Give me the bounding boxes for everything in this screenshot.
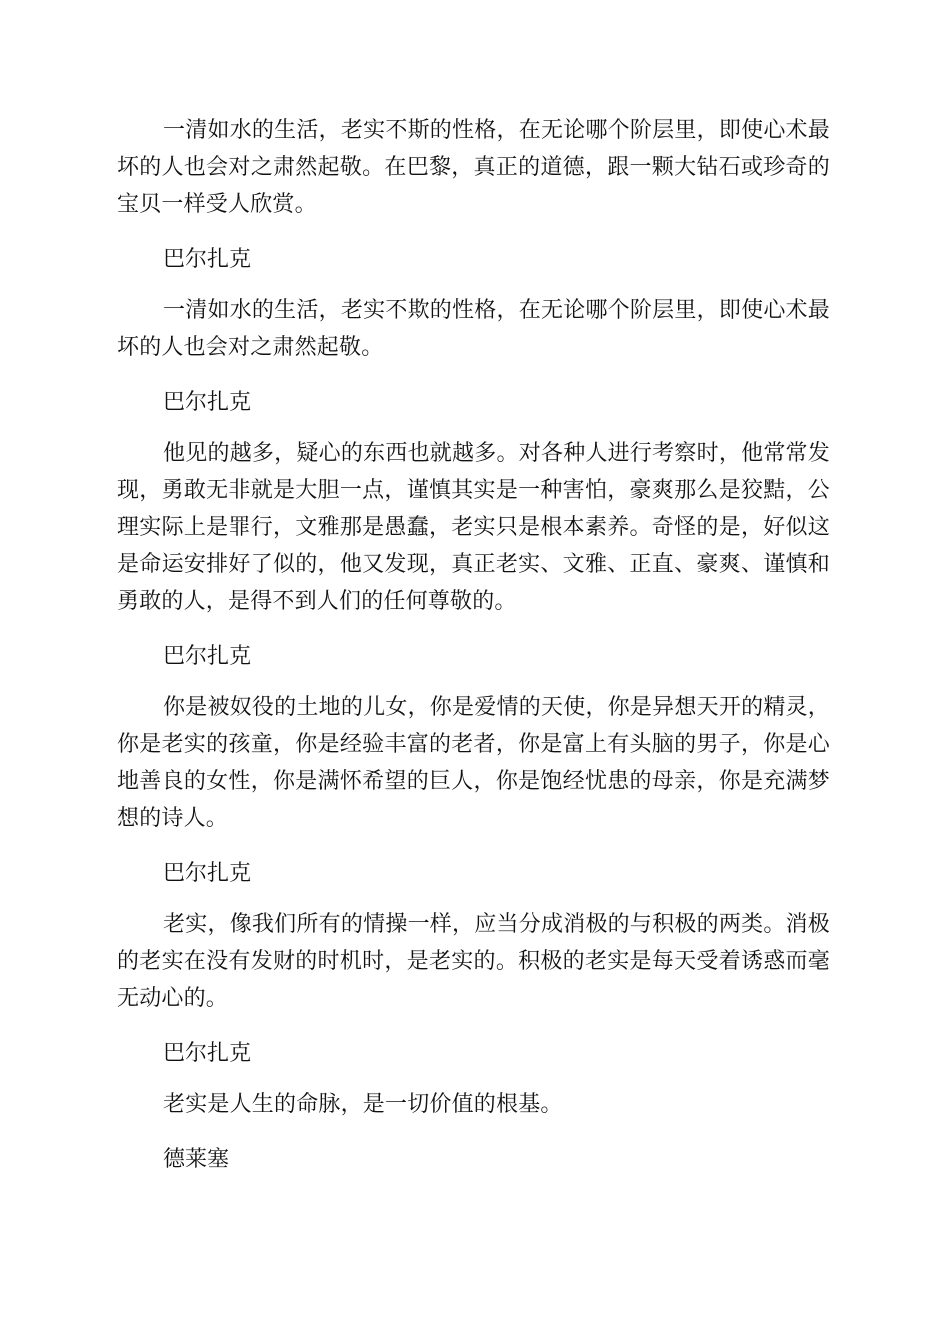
quote-paragraph: 他见的越多，疑心的东西也就越多。对各种人进行考察时，他常常发现，勇敢无非就是大胆一点，谨慎其实是一种害怕，豪爽那么是狡黠，公理实际上是罪行，文雅那是愚蠢，老实只是根本素养。奇怪的是，好似这是命运安排好了似的，他又发现，真正老实、文雅、正直、豪爽、谨慎和勇敢的人，是得不到人们的任何尊敬的。 [117,441,830,614]
quote-author: 巴尔扎克 [163,390,252,415]
quote-paragraph: 你是被奴役的土地的儿女，你是爱情的天使，你是异想天开的精灵，你是老实的孩童，你是经验丰富的老者，你是富上有头脑的男子，你是心地善良的女性，你是满怀希望的巨人，你是饱经忧患的母亲，你是充满梦想的诗人。 [117,695,830,831]
quote-paragraph: 老实是人生的命脉，是一切价值的根基。 [163,1092,563,1117]
quote-paragraph: 一清如水的生活，老实不欺的性格，在无论哪个阶层里，即使心术最坏的人也会对之肃然起敬。 [117,298,830,360]
quote-author: 巴尔扎克 [163,644,252,669]
quote-author: 巴尔扎克 [163,1041,252,1066]
quote-paragraph: 一清如水的生活，老实不斯的性格，在无论哪个阶层里，即使心术最坏的人也会对之肃然起敬。在巴黎，真正的道德，跟一颗大钻石或珍奇的宝贝一样受人欣赏。 [117,118,830,217]
quote-author: 德莱塞 [163,1147,230,1172]
quote-paragraph: 老实，像我们所有的情操一样，应当分成消极的与积极的两类。消极的老实在没有发财的时机时，是老实的。积极的老实是每天受着诱惑而毫无动心的。 [117,912,830,1011]
quote-author: 巴尔扎克 [163,861,252,886]
quote-author: 巴尔扎克 [163,247,252,272]
